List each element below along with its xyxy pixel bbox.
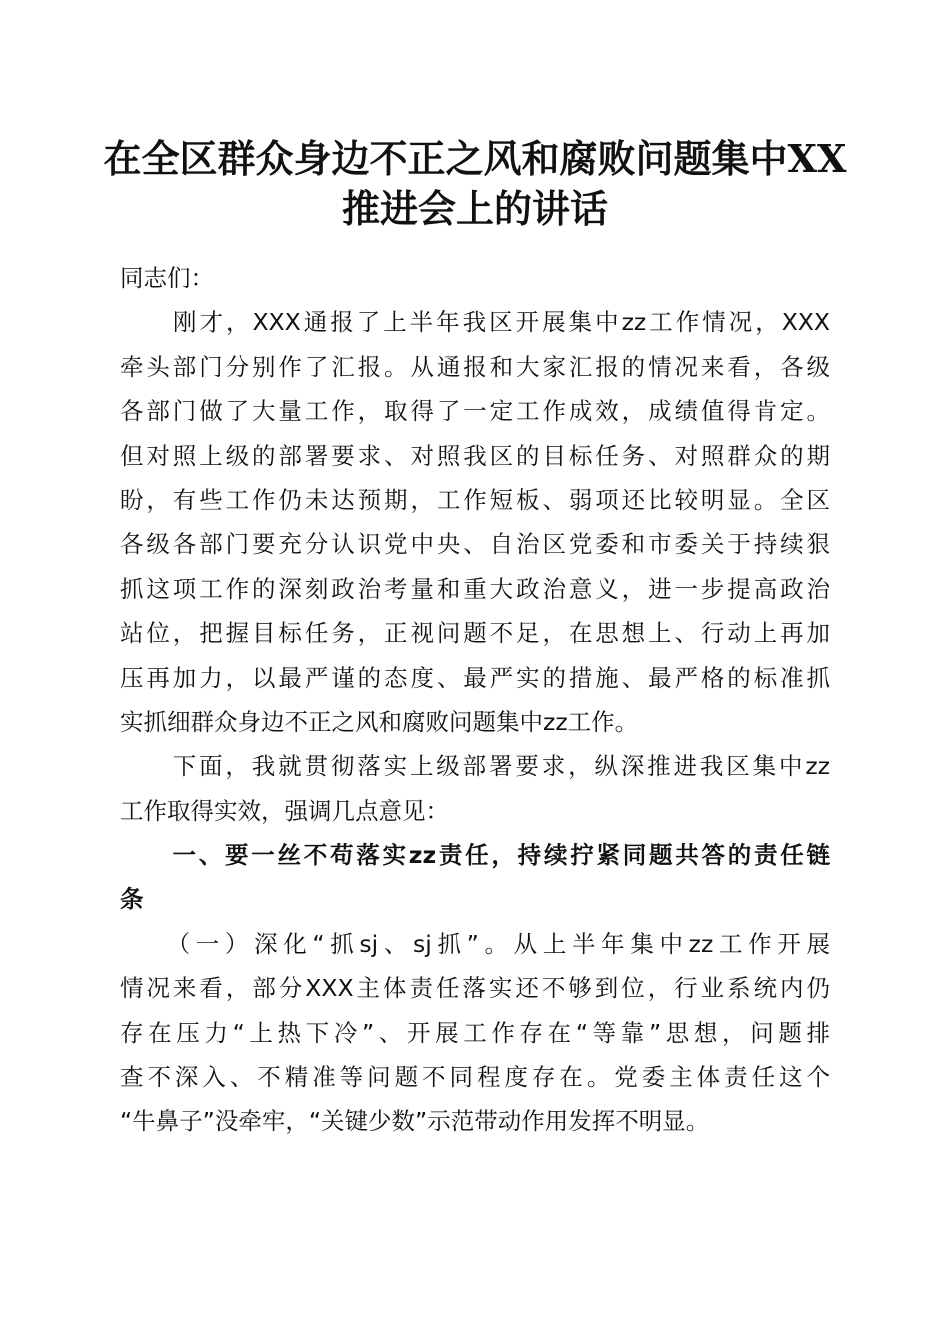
text-line: 查不深入、不精准等问题不同程度存在。党委主体责任这个 (120, 1063, 830, 1092)
text-line: 刚才，XXX通报了上半年我区开展集中zz工作情况，XXX (120, 308, 830, 337)
text-line: 存在压力“上热下冷”、开展工作存在“等靠”思想，问题排 (120, 1018, 830, 1047)
text-line: 盼，有些工作仍未达预期，工作短板、弱项还比较明显。全区 (120, 485, 830, 514)
heading-line: 条 (120, 885, 144, 914)
salutation (120, 256, 830, 300)
text-line: 工作取得实效，强调几点意见： (120, 796, 449, 825)
document-body (120, 256, 830, 1144)
text-line: 下面，我就贯彻落实上级部署要求，纵深推进我区集中zz (120, 752, 830, 781)
title-line-1: 在全区群众身边不正之风和腐败问题集中XX (103, 136, 847, 181)
text-line: 但对照上级的部署要求、对照我区的目标任务、对照群众的期 (120, 441, 830, 470)
text-line: 实抓细群众身边不正之风和腐败问题集中zz工作。 (120, 707, 639, 736)
text-line: 牵头部门分别作了汇报。从通报和大家汇报的情况来看，各级 (120, 352, 830, 381)
text-line: “牛鼻子”没牵牢，“关键少数”示范带动作用发挥不明显。 (120, 1107, 710, 1136)
heading-line: 一、要一丝不苟落实zz责任，持续拧紧同题共答的责任链 (120, 841, 830, 870)
text-line: 同志们： (120, 264, 214, 292)
text-line: 站位，把握目标任务，正视问题不足，在思想上、行动上再加 (120, 619, 830, 648)
text-line: 压再加力，以最严谨的态度、最严实的措施、最严格的标准抓 (120, 663, 830, 692)
paragraph-subsection-1 (120, 922, 830, 1144)
text-line: 各部门做了大量工作，取得了一定工作成效，成绩值得肯定。 (120, 397, 830, 426)
text-line: 抓这项工作的深刻政治考量和重大政治意义，进一步提高政治 (120, 574, 830, 603)
section-heading-1 (120, 833, 830, 922)
title-line-2: 推进会上的讲话 (341, 186, 608, 231)
paragraph-transition (120, 744, 830, 833)
document-title (100, 134, 850, 234)
paragraph-intro (120, 300, 830, 744)
text-line: （一）深化“抓sj、sj抓”。从上半年集中zz工作开展 (120, 929, 830, 958)
text-line: 情况来看，部分XXX主体责任落实还不够到位，行业系统内仍 (120, 974, 830, 1003)
text-line: 各级各部门要充分认识党中央、自治区党委和市委关于持续狠 (120, 530, 830, 559)
